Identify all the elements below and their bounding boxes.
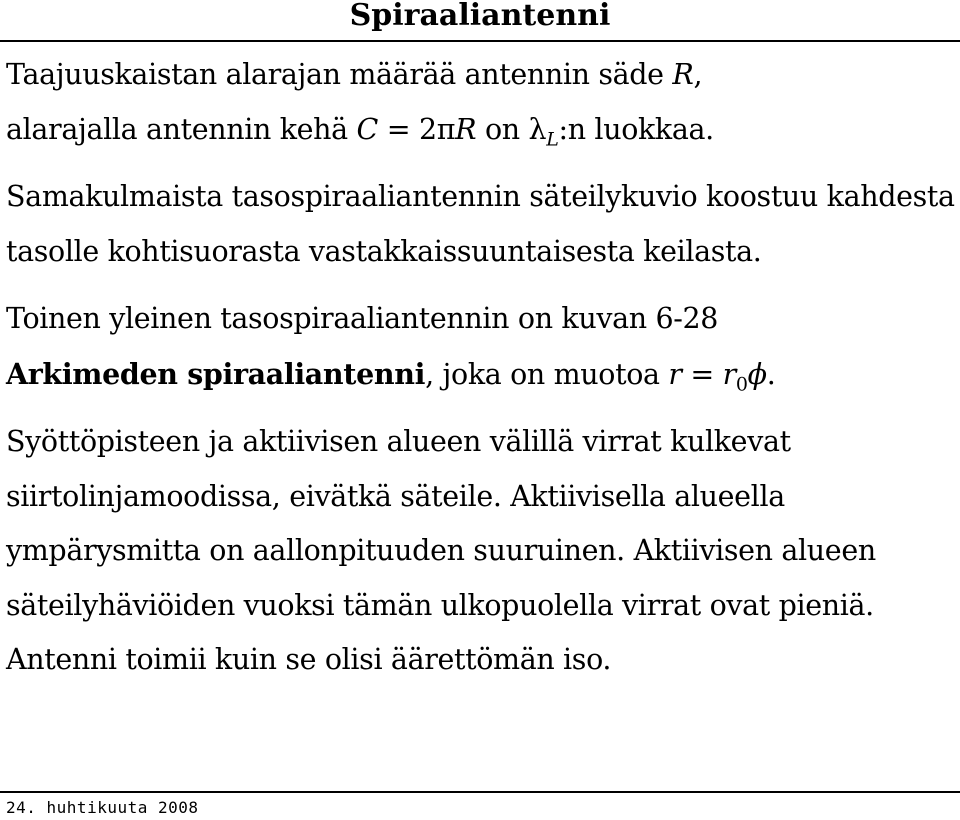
math-symbol-C: C [356,112,378,146]
slide-title: Spiraaliantenni [349,0,611,33]
term-archimedean-spiral: Arkimeden spiraaliantenni [6,356,426,391]
text-segment: :n luokkaa. [558,112,714,146]
paragraph-bandwidth [6,48,956,157]
text-segment: , [693,58,703,91]
text-segment: Taajuuskaistan alarajan määrää antennin säde [6,58,673,91]
math-symbol-R: R [672,58,694,91]
math-symbol-lambda: λ [528,112,547,146]
slide-body [6,48,956,688]
paragraph-active-region: Syöttöpisteen ja aktiivisen alueen välillä virrat kulkevat siirtolinjamoodissa, eivätkä säteile. Aktiivisella alueella ympärysmitta on aallonpituuden suuruinen. Aktiivisen alueen säteilyhäviöiden vuoksi tämän ulkopuolella virrat ovat pieniä. Antenni toimii kuin se olisi äärettömän iso. [6,425,876,676]
math-symbol-r: r [668,357,682,391]
footer-divider [0,791,960,793]
title-divider [0,40,960,42]
math-symbol-phi: ϕ [747,357,767,391]
paragraph-radiation-pattern: Samakulmaista tasospiraaliantennin säteilykuvio koostuu kahdesta tasolle kohtisuorasta vastakkaissuuntaisesta keilasta. [6,180,955,268]
footer-date: 24. huhtikuuta 2008 [6,798,199,817]
paragraph-archimedean-spiral [6,292,956,402]
text-segment: Toinen yleinen tasospiraaliantennin on kuvan 6-28 [6,302,719,335]
math-symbol-R: R [455,112,477,146]
math-subscript-L: L [546,128,559,151]
text-segment: on [476,112,529,146]
math-equation: = 2π [378,112,456,146]
text-segment: alarajalla antennin kehä [6,112,357,146]
math-subscript-0: 0 [735,373,748,396]
text-segment: . [766,357,776,391]
math-equation: = [681,357,723,391]
text-segment: , joka on muotoa [425,357,669,391]
math-symbol-r: r [722,357,736,391]
